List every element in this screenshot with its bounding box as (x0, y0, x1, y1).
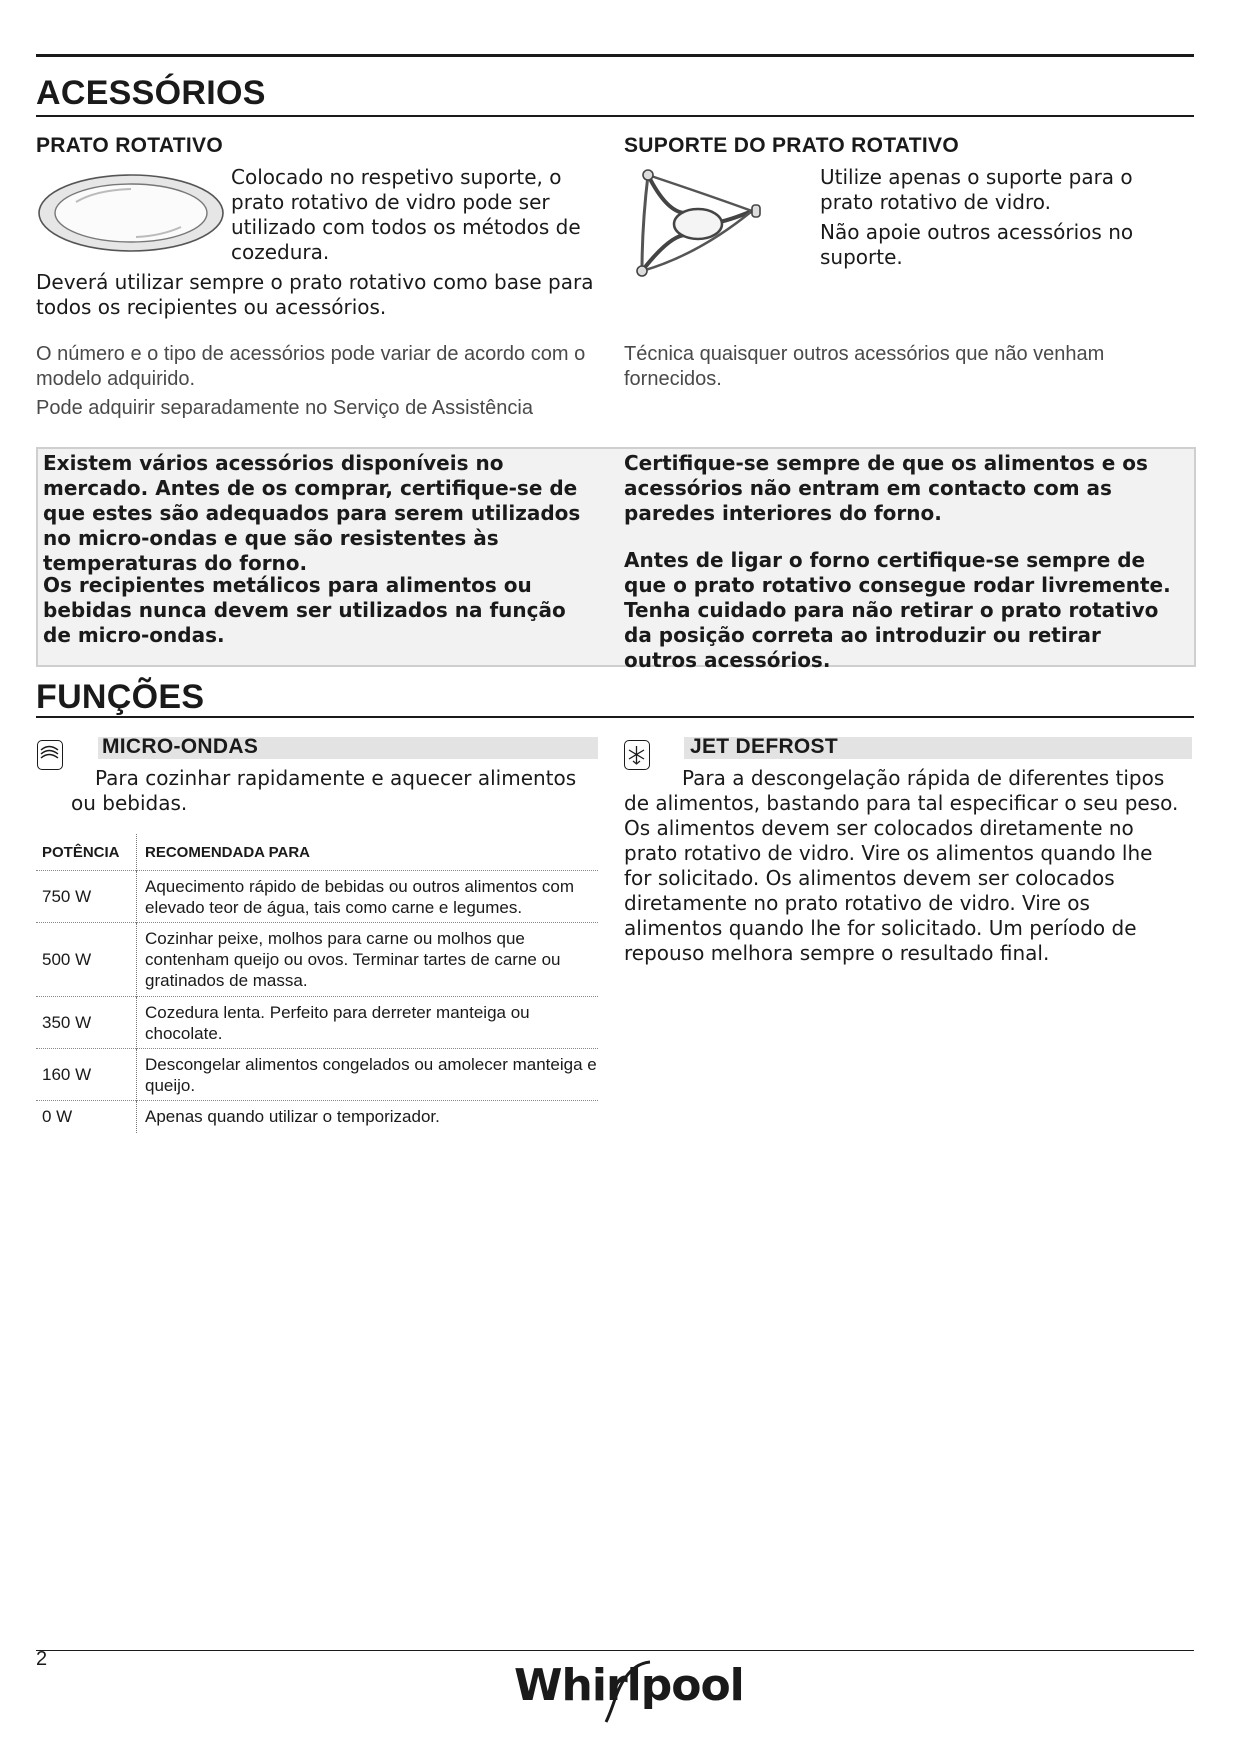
note-left-1: Existem vários acessórios disponíveis no mercado. Antes de os comprar, certifique-se de que estes são adequados para serem utilizados no micro-ondas e que são resistentes às temperaturas do forno. (43, 451, 581, 575)
note-left-2: Os recipientes metálicos para alimentos ou bebidas nunca devem ser utilizados na função de micro-ondas. (43, 573, 566, 647)
support-text-2: Não apoie outros acessórios no suporte. (820, 220, 1134, 269)
footer-rule (36, 1650, 1194, 1651)
section-rule (36, 115, 1194, 117)
section-title-functions: FUNÇÕES (36, 678, 205, 716)
row-use: Cozedura lenta. Perfeito para derreter manteiga ou chocolate. (137, 997, 599, 1049)
row-use: Aquecimento rápido de bebidas ou outros alimentos com elevado teor de água, tais como carne e legumes. (137, 871, 599, 923)
turntable-support-icon (628, 165, 768, 280)
info-left-1: O número e o tipo de acessórios pode variar de acordo com o modelo adquirido. (36, 343, 586, 390)
power-table (36, 834, 598, 1133)
note-right-1: Certifique-se sempre de que os alimentos e os acessórios não entram em contacto com as paredes interiores do forno. (624, 451, 1148, 525)
top-rule (36, 54, 1194, 57)
row-power: 350 W (36, 997, 137, 1049)
row-power: 500 W (36, 923, 137, 997)
jet-defrost-text: Para a descongelação rápida de diferentes tipos de alimentos, bastando para tal especificar o seu peso. Os alimentos devem ser colocados diretamente no prato rotativo de vidro. Vire os alimentos quando lhe for solicitado. Os alimentos devem ser colocados diretamente no prato rotativo de vidro. Vire os alimentos quando lhe for solicitado. Um período de repouso melhora sempre o resultado final. (624, 766, 1179, 965)
page-number: 2 (36, 1648, 48, 1670)
microwave-heading: MICRO-ONDAS (102, 735, 259, 758)
turntable-text-wrap: Colocado no respetivo suporte, o prato rotativo de vidro pode ser utilizado com todos os métodos de cozedura. (231, 165, 581, 264)
info-right: Técnica quaisquer outros acessórios que não venham fornecidos. (624, 343, 1105, 390)
table-row (36, 1049, 598, 1101)
section-title-accessories: ACESSÓRIOS (36, 74, 266, 112)
row-use: Apenas quando utilizar o temporizador. (137, 1101, 599, 1133)
microwave-text: Para cozinhar rapidamente e aquecer alimentos ou bebidas. (71, 766, 577, 815)
table-row (36, 997, 598, 1049)
section-rule (36, 716, 1194, 718)
table-header (36, 834, 598, 871)
row-power: 160 W (36, 1049, 137, 1101)
row-power: 0 W (36, 1101, 137, 1133)
info-left-2: Pode adquirir separadamente no Serviço de Assistência (36, 397, 533, 419)
support-heading: SUPORTE DO PRATO ROTATIVO (624, 134, 959, 157)
row-use: Cozinhar peixe, molhos para carne ou molhos que contenham queijo ou ovos. Terminar tartes de carne ou gratinados de massa. (137, 923, 599, 997)
table-row (36, 923, 598, 997)
table-row (36, 871, 598, 923)
turntable-text-full: Deverá utilizar sempre o prato rotativo como base para todos os recipientes ou acessórios. (36, 270, 594, 319)
note-right-2: Antes de ligar o forno certifique-se sempre de que o prato rotativo consegue rodar livremente. Tenha cuidado para não retirar o prato rotativo da posição correta ao introduzir ou retirar outros acessórios. (624, 548, 1171, 672)
logo-swoosh-icon (598, 1656, 658, 1726)
col-power: POTÊNCIA (36, 834, 137, 871)
table-row (36, 1101, 598, 1133)
row-power: 750 W (36, 871, 137, 923)
whirlpool-logo: Whirlpool (514, 1660, 744, 1711)
jet-defrost-heading: JET DEFROST (690, 735, 838, 758)
turntable-plate-icon (36, 172, 226, 254)
microwave-icon (37, 740, 63, 770)
col-recommended: RECOMENDADA PARA (145, 843, 310, 861)
turntable-heading: PRATO ROTATIVO (36, 134, 223, 157)
row-use: Descongelar alimentos congelados ou amolecer manteiga e queijo. (137, 1049, 599, 1101)
support-text-1: Utilize apenas o suporte para o prato rotativo de vidro. (820, 165, 1133, 214)
